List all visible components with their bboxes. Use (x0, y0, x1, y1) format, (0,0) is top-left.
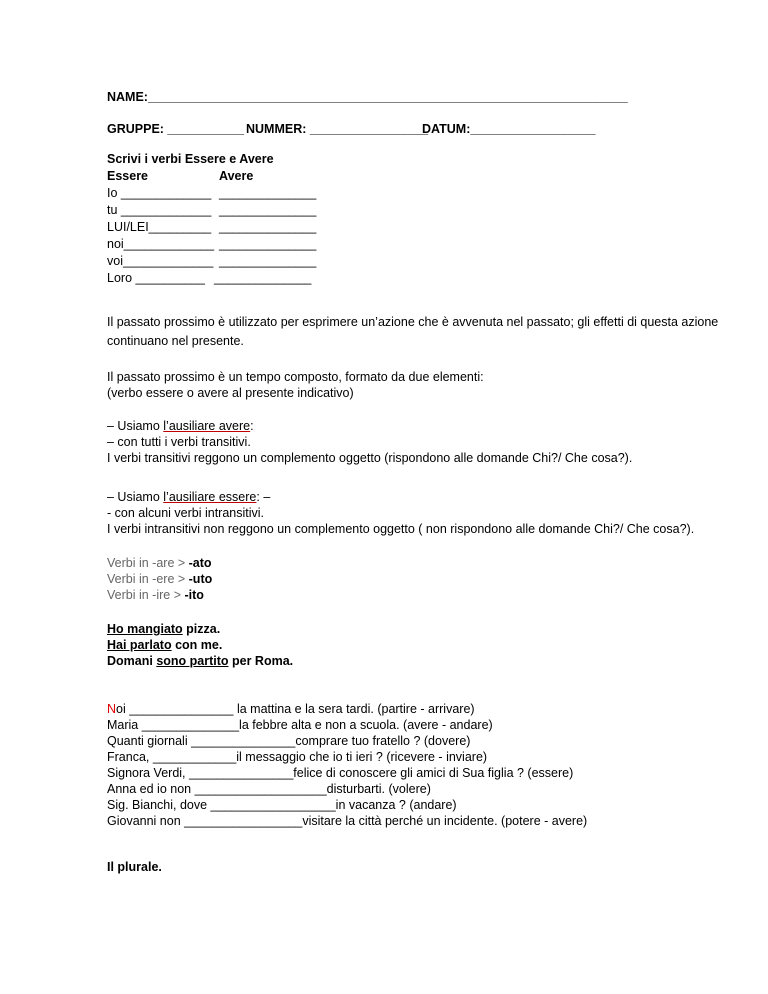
name-field: NAME:_____________________________________________________________________ (107, 90, 628, 104)
conj-left-loro: Loro __________ (107, 271, 206, 285)
example-1: Ho mangiato pizza. (107, 622, 221, 636)
essere-line3: I verbi intransitivi non reggono un complemento oggetto ( non rispondono alle domande Chi?/ Che cosa?). (107, 522, 695, 536)
essere-link: l’ausiliare essere (163, 490, 257, 504)
gruppe-field: GRUPPE: ___________ (107, 122, 244, 136)
avere-heading: – Usiamo l’ausiliare avere: (107, 419, 254, 433)
conj-title: Scrivi i verbi Essere e Avere (107, 152, 274, 166)
intro-p2-line1: Il passato prossimo è un tempo composto, formato da due elementi: (107, 370, 484, 384)
col-avere-header: Avere (219, 169, 254, 183)
exercise-line-3: Quanti giornali _______________comprare tuo fratello ? (dovere) (107, 734, 471, 748)
conj-right-lui: ______________ (219, 220, 317, 234)
avere-line3: I verbi transitivi reggono un complemento oggetto (rispondono alle domande Chi?/ Che cosa?). (107, 451, 633, 465)
conj-left-noi: noi_____________ (107, 237, 215, 251)
conj-right-io: ______________ (219, 186, 317, 200)
exercise-line-6: Anna ed io non ___________________disturbarti. (volere) (107, 782, 431, 796)
avere-link: l’ausiliare avere (163, 419, 251, 433)
essere-line2: - con alcuni verbi intransitivi. (107, 506, 265, 520)
exercise-line-8: Giovanni non _________________visitare la città perché un incidente. (potere - avere) (107, 814, 588, 828)
intro-p2-line2: (verbo essere o avere al presente indicativo) (107, 386, 354, 400)
exercise-line-4: Franca, ____________il messaggio che io ti ieri ? (ricevere - inviare) (107, 750, 488, 764)
ending-are: Verbi in -are > -ato (107, 556, 212, 570)
conj-right-tu: ______________ (219, 203, 317, 217)
essere-heading: – Usiamo l’ausiliare essere: – (107, 490, 271, 504)
intro-p1-line2: continuano nel presente. (107, 334, 244, 348)
ending-ire: Verbi in -ire > -ito (107, 588, 204, 602)
ending-ere: Verbi in -ere > -uto (107, 572, 213, 586)
conj-right-noi: ______________ (219, 237, 317, 251)
conj-right-voi: ______________ (219, 254, 317, 268)
conj-left-io: Io _____________ (107, 186, 212, 200)
conj-right-loro: ______________ (214, 271, 312, 285)
exercise-line-2: Maria ______________la febbre alta e non a scuola. (avere - andare) (107, 718, 493, 732)
example-2: Hai parlato con me. (107, 638, 223, 652)
example-3: Domani sono partito per Roma. (107, 654, 294, 668)
conj-left-tu: tu _____________ (107, 203, 212, 217)
col-essere-header: Essere (107, 169, 149, 183)
datum-field: DATUM:__________________ (422, 122, 596, 136)
nummer-field: NUMMER: _________________ (246, 122, 429, 136)
intro-p1-line1: Il passato prossimo è utilizzato per esprimere un’azione che è avvenuta nel passato; gli effetti di questa azione (107, 315, 719, 329)
exercise-line-5: Signora Verdi, _______________felice di conoscere gli amici di Sua figlia ? (essere) (107, 766, 574, 780)
conj-left-voi: voi_____________ (107, 254, 214, 268)
avere-line2: – con tutti i verbi transitivi. (107, 435, 251, 449)
exercise-first-letter: N (107, 702, 117, 716)
exercise-line-1: Noi _______________ la mattina e la sera tardi. (partire - arrivare) (107, 702, 475, 716)
plurale-heading: Il plurale. (107, 860, 162, 874)
exercise-line-7: Sig. Bianchi, dove __________________in vacanza ? (andare) (107, 798, 457, 812)
conj-left-lui: LUI/LEI_________ (107, 220, 212, 234)
